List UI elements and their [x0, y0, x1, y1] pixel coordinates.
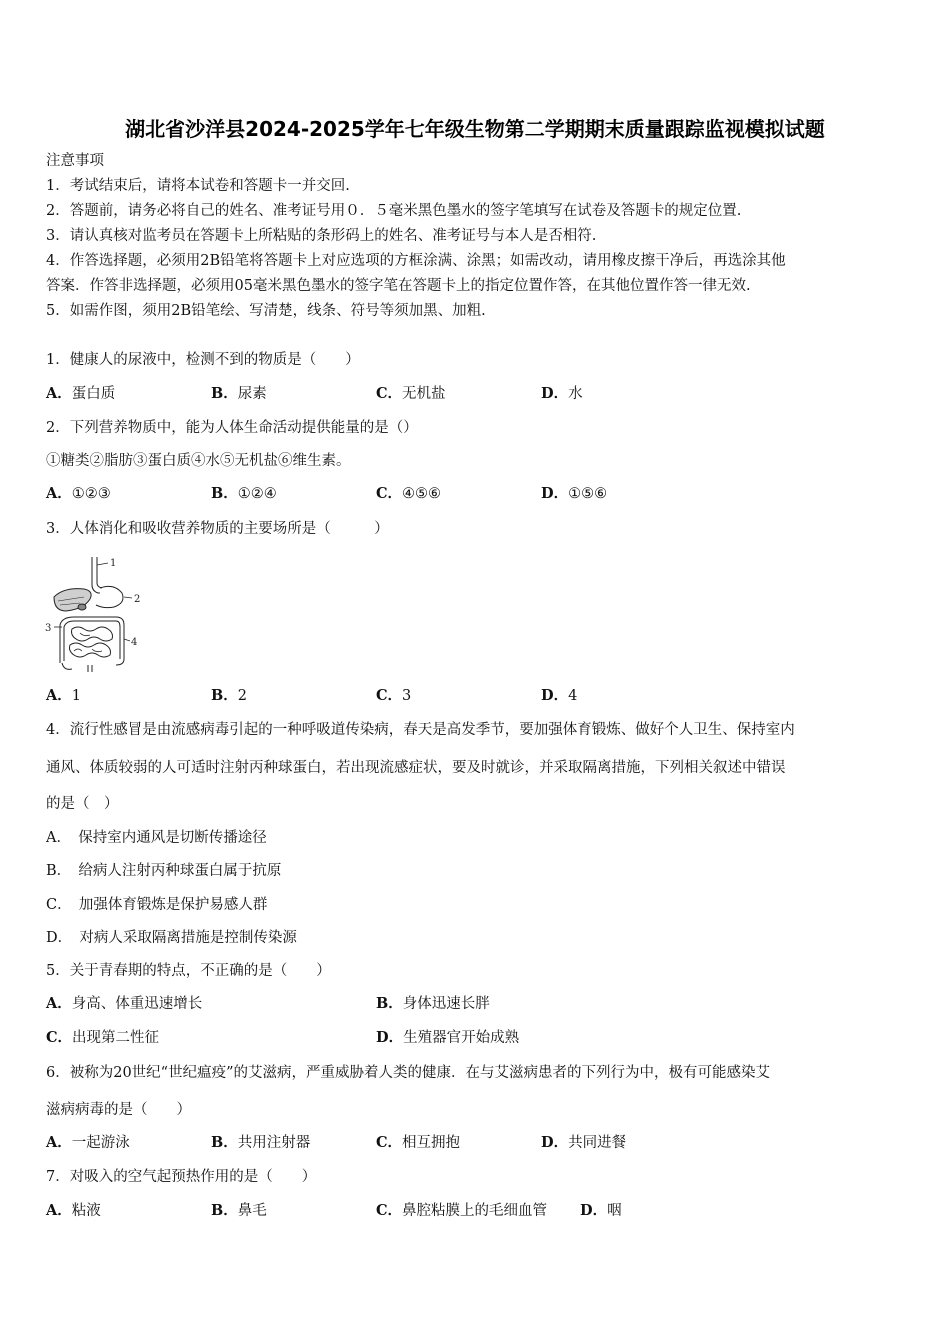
large-intestine: [60, 617, 124, 665]
gallbladder: [78, 604, 86, 610]
figure-label-3: 3: [45, 623, 52, 634]
option-text: 3: [402, 688, 412, 704]
option-label: A．: [46, 687, 72, 704]
question-7-option-c: [376, 1201, 547, 1221]
question-4-stem: 4．流行性感冒是由流感病毒引起的一种呼吸道传染病，春天是高发季节，要加强体育锻炼、做好个人卫生、保持室内: [46, 722, 795, 738]
option-label: C．: [376, 1202, 403, 1219]
question-4-option-a: A． 保持室内通风是切断传播途径: [46, 830, 267, 846]
question-6-option-a: [46, 1133, 130, 1153]
small-intestine-coil: [72, 627, 113, 641]
digestive-system-figure: [44, 555, 156, 673]
question-5-option-c: [46, 1028, 159, 1048]
option-label: B．: [211, 687, 238, 704]
figure-label-2: 2: [134, 594, 141, 605]
option-text: 水: [568, 386, 583, 402]
question-7-stem: 7．对吸入的空气起预热作用的是（ ）: [46, 1169, 317, 1185]
notice-item: 3．请认真核对监考员在答题卡上所粘贴的条形码上的姓名、准考证号与本人是否相符.: [46, 228, 597, 244]
option-label: D．: [541, 485, 569, 502]
question-1-option-b: [211, 384, 267, 404]
stomach: [96, 586, 123, 607]
option-label: C．: [376, 385, 403, 402]
option-text: 粘液: [71, 1203, 101, 1219]
question-4-option-b: B． 给病人注射丙种球蛋白属于抗原: [46, 863, 282, 879]
option-text: 鼻腔粘膜上的毛细血管: [402, 1203, 548, 1219]
question-3-option-d: [541, 686, 577, 706]
option-label: A．: [46, 1134, 72, 1151]
option-label: A．: [46, 1202, 72, 1219]
option-label: C．: [376, 687, 403, 704]
option-label: B．: [376, 995, 403, 1012]
option-text: 鼻毛: [237, 1203, 267, 1219]
option-label: C．: [376, 485, 403, 502]
question-6-stem: 6．被称为20世纪“世纪瘟疫”的艾滋病，严重威胁着人类的健康．在与艾滋病患者的下列行为中，极有可能感染艾: [46, 1065, 770, 1081]
question-7-option-a: [46, 1201, 101, 1221]
question-6-stem: 滋病病毒的是（ ）: [46, 1102, 191, 1118]
option-text: 共用注射器: [237, 1135, 311, 1151]
page-title: 湖北省沙洋县2024-2025学年七年级生物第二学期期末质量跟踪监视模拟试题: [125, 117, 825, 141]
option-label: D．: [580, 1202, 608, 1219]
question-1-stem: 1．健康人的尿液中，检测不到的物质是（ ）: [46, 352, 360, 368]
rectum: [88, 665, 92, 672]
option-text: 2: [237, 688, 247, 704]
figure-label-4: 4: [131, 637, 138, 648]
question-6-option-b: [211, 1133, 310, 1153]
notice-item: 1．考试结束后，请将本试卷和答题卡一并交回.: [46, 178, 350, 194]
question-5-option-d: [376, 1028, 519, 1048]
option-text: ④⑤⑥: [402, 486, 442, 502]
label-line-2: [124, 597, 132, 598]
question-6-option-c: [376, 1133, 460, 1153]
question-2-option-c: [376, 484, 441, 504]
question-7-option-d: [580, 1201, 622, 1221]
option-label: A．: [46, 385, 72, 402]
question-7-option-b: [211, 1201, 267, 1221]
question-1-option-d: [541, 384, 583, 404]
option-label: D．: [541, 1134, 569, 1151]
question-4-stem: 通风、体质较弱的人可适时注射丙种球蛋白，若出现流感症状，要及时就诊，并采取隔离措施，下列相关叙述中错误: [46, 760, 786, 776]
notice-item: 5．如需作图，须用2B铅笔绘、写清楚，线条、符号等须加黑、加粗.: [46, 303, 486, 319]
question-1-option-a: [46, 384, 115, 404]
question-6-option-d: [541, 1133, 626, 1153]
option-label: C．: [46, 1029, 73, 1046]
option-label: D．: [541, 385, 569, 402]
question-5-stem: 5．关于青春期的特点，不正确的是（ ）: [46, 963, 331, 979]
option-label: D．: [541, 687, 569, 704]
option-text: 尿素: [237, 386, 267, 402]
option-text: 身体迅速长胖: [402, 996, 490, 1012]
option-label: B．: [211, 1134, 238, 1151]
option-text: 咽: [607, 1203, 622, 1219]
option-label: A．: [46, 485, 72, 502]
label-line-4: [124, 639, 130, 641]
option-text: 相互拥抱: [402, 1135, 461, 1151]
question-2-stem: 2．下列营养物质中，能为人体生命活动提供能量的是（）: [46, 420, 418, 436]
question-5-option-b: [376, 994, 490, 1014]
option-text: 出现第二性征: [72, 1030, 160, 1046]
notice-heading: 注意事项: [46, 153, 104, 169]
option-text: 共同进餐: [568, 1135, 627, 1151]
notice-item: 2．答题前，请务必将自己的姓名、准考证号用０．５毫米黑色墨水的签字笔填写在试卷及答题卡的规定位置.: [46, 203, 742, 219]
question-2-option-b: [211, 484, 277, 504]
small-intestine-folds: [74, 633, 102, 652]
option-text: ①②④: [237, 486, 277, 502]
option-text: 一起游泳: [71, 1135, 130, 1151]
notice-item: 答案．作答非选择题，必须用05毫米黑色墨水的签字笔在答题卡上的指定位置作答，在其他位置作答一律无效.: [46, 278, 751, 294]
option-text: ①②③: [71, 486, 111, 502]
option-label: A．: [46, 995, 72, 1012]
question-3-stem: 3．人体消化和吸收营养物质的主要场所是（ ）: [46, 521, 389, 537]
option-text: 4: [568, 688, 578, 704]
option-text: 蛋白质: [71, 386, 116, 402]
option-label: D．: [376, 1029, 404, 1046]
option-label: C．: [376, 1134, 403, 1151]
option-label: B．: [211, 485, 238, 502]
option-label: B．: [211, 1202, 238, 1219]
question-3-option-c: [376, 686, 411, 706]
question-2-option-a: [46, 484, 111, 504]
esophagus: [92, 557, 100, 593]
option-label: B．: [211, 385, 238, 402]
option-text: 无机盐: [402, 386, 446, 402]
option-text: 身高、体重迅速增长: [71, 996, 203, 1012]
option-text: ①⑤⑥: [568, 486, 608, 502]
large-intestine-inner: [64, 621, 120, 661]
question-2-stem-items: ①糖类②脂肪③蛋白质④水⑤无机盐⑥维生素。: [46, 453, 351, 469]
option-text: 生殖器官开始成熟: [403, 1030, 520, 1046]
esophagus-wall: [97, 557, 102, 588]
appendix: [62, 663, 72, 669]
question-4-option-c: C． 加强体育锻炼是保护易感人群: [46, 897, 268, 913]
question-1-option-c: [376, 384, 446, 404]
question-2-option-d: [541, 484, 607, 504]
figure-label-1: 1: [110, 558, 117, 569]
label-line-1: [97, 563, 108, 565]
question-3-option-a: [46, 686, 81, 706]
question-3-option-b: [211, 686, 247, 706]
option-text: 1: [71, 688, 81, 704]
question-5-option-a: [46, 994, 202, 1014]
question-4-option-d: D． 对病人采取隔离措施是控制传染源: [46, 930, 297, 946]
question-4-stem: 的是（ ）: [46, 796, 119, 812]
notice-item: 4．作答选择题，必须用2B铅笔将答题卡上对应选项的方框涂满、涂黑；如需改动，请用橡皮擦干净后，再选涂其他: [46, 253, 786, 269]
